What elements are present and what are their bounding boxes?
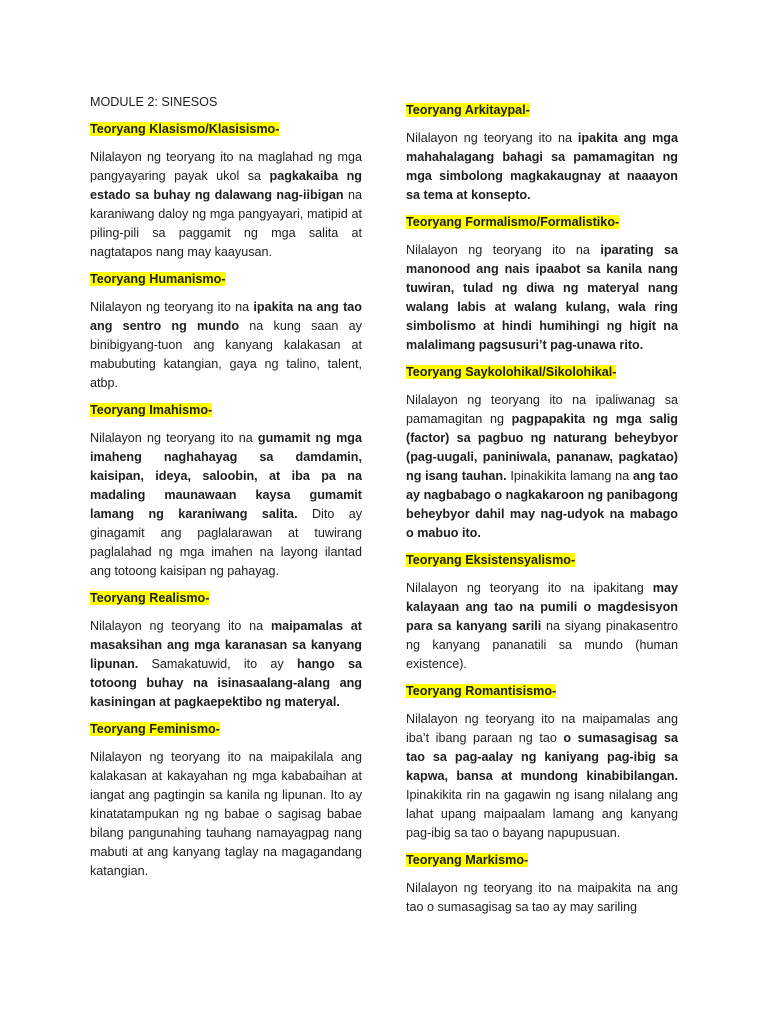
- section-heading: [406, 851, 678, 870]
- emphasis-text: ang tao ay nagbabago o nagkakaroon ng panibagong beheybyor dahil may nag-udyok na mabago o mabuo ito.: [406, 469, 679, 540]
- theory-section: [90, 589, 362, 712]
- emphasis-text: ipakita na ang tao ang sentro ng mundo: [90, 300, 362, 333]
- theory-section: [406, 213, 678, 355]
- theory-section: [406, 363, 678, 543]
- section-body: [90, 429, 362, 581]
- section-heading-text: Teoryang Romantisismo-: [406, 684, 557, 698]
- emphasis-text: pagpapakita ng mga salig (factor) sa pagbuo ng naturang beheybyor (pag-uugali, paniniwala, pananaw, pagkatao) ng isang tauhan.: [406, 412, 678, 483]
- section-body: [90, 148, 362, 262]
- section-body: [406, 579, 678, 674]
- body-text: Nilalayon ng teoryang ito na: [406, 243, 601, 257]
- body-text: Nilalayon ng teoryang ito na: [90, 431, 258, 445]
- section-heading: [90, 401, 362, 420]
- section-body: [406, 710, 678, 843]
- section-body: [406, 129, 678, 205]
- section-heading: [406, 101, 678, 120]
- body-text: Dito ay ginagamit ang paglalarawan at tuwirang paglalahad ng mga imahen na layong ilantad ang totoong kaisipan ng pahayag.: [90, 507, 363, 578]
- emphasis-text: gumamit ng mga imaheng naghahayag sa damdamin, kaisipan, ideya, saloobin, at iba pa na madaling maunawaan kaysa gumamit lamang ng karaniwang salita.: [90, 431, 362, 521]
- right-column: [406, 93, 678, 925]
- body-text: na kung saan ay binibigyang-tuon ang kanyang kalakasan at mabubuting katangian, gaya ng talino, talent, atbp.: [90, 319, 362, 390]
- body-text: Ipinakikita rin na gagawin ng isang nilalang ang lahat upang maipaalam lamang ang kanyang pag-ibig sa tao o bayang napupusuan.: [406, 788, 678, 840]
- section-heading-text: Teoryang Feminismo-: [90, 722, 220, 736]
- section-heading-text: Teoryang Arkitaypal-: [406, 103, 530, 117]
- section-heading: [406, 682, 678, 701]
- section-heading-text: Teoryang Humanismo-: [90, 272, 226, 286]
- section-heading: [90, 270, 362, 289]
- body-text: Nilalayon ng teoryang ito na: [90, 300, 254, 314]
- emphasis-text: ipakita ang mga mahahalagang bahagi sa pamamagitan ng mga simbolong magkakaugnay at naaayon sa tema at konsepto.: [406, 131, 678, 202]
- body-text: Samakatuwid, ito ay: [138, 657, 297, 671]
- theory-section: [90, 720, 362, 881]
- body-text: na siyang pinakasentro ng kanyang pananatili sa mundo (human existence).: [406, 619, 678, 671]
- body-text: Nilalayon ng teoryang ito na maipakita na ang tao o sumasagisag sa tao ay may sariling: [406, 881, 678, 914]
- section-heading-text: Teoryang Imahismo-: [90, 403, 213, 417]
- section-heading: [90, 589, 362, 608]
- section-body: [90, 617, 362, 712]
- section-body: [406, 879, 678, 917]
- emphasis-text: o sumasagisag sa tao sa pag-aalay ng kaniyang pag-ibig sa kapwa, bansa at mundong kinabibilangan.: [406, 731, 678, 783]
- section-body: [406, 241, 678, 355]
- body-text: Nilalayon ng teoryang ito na ipakitang: [406, 581, 653, 595]
- section-heading: [90, 120, 362, 139]
- section-body: [90, 748, 362, 881]
- section-heading: [406, 213, 678, 232]
- theory-section: [406, 101, 678, 205]
- module-title: MODULE 2: SINESOS: [90, 95, 218, 109]
- theory-section: [406, 551, 678, 674]
- theory-section: [406, 851, 678, 917]
- emphasis-text: hango sa totoong buhay na isinasaalang-alang ang kasiningan at pagkaepektibo ng materyal.: [90, 657, 362, 709]
- section-heading-text: Teoryang Klasismo/Klasisismo-: [90, 122, 280, 136]
- section-heading-text: Teoryang Eksistensyalismo-: [406, 553, 576, 567]
- body-text: Nilalayon ng teoryang ito na maipakilala ang kalakasan at kakayahan ng mga kababaihan at iangat ang pagtingin sa kanila ng lipunan. Ito ay kinatatampukan ng ng babae o sagisag babae bilang pangunahing tauhang namayagpag nang mabuti at ang kanyang taglay na magagandang katangian.: [90, 750, 362, 878]
- section-heading-text: Teoryang Formalismo/Formalistiko-: [406, 215, 620, 229]
- emphasis-text: pagkakaiba ng estado sa buhay ng dalawang nag-iibigan: [90, 169, 362, 202]
- theory-section: [406, 682, 678, 843]
- section-heading: [90, 720, 362, 739]
- theory-section: [90, 270, 362, 393]
- body-text: Nilalayon ng teoryang ito na: [90, 619, 271, 633]
- emphasis-text: iparating sa manonood ang nais ipaabot sa kanila nang tuwiran, tulad ng diwa ng materyal nang walang labis at walang kulang, wala ring simbolismo at hindi humihingi ng higit na malalimang pagsusuri’t pag-unawa rito.: [406, 243, 679, 352]
- body-text: Nilalayon ng teoryang ito na ipaliwanag sa pamamagitan ng: [406, 393, 678, 426]
- section-body: [406, 391, 678, 543]
- theory-section: [90, 401, 362, 581]
- body-text: Nilalayon ng teoryang ito na: [406, 131, 578, 145]
- section-heading-text: Teoryang Saykolohikal/Sikolohikal-: [406, 365, 617, 379]
- left-column: [90, 93, 362, 889]
- emphasis-text: may kalayaan ang tao na pumili o magdesisyon para sa kanyang sarili: [406, 581, 678, 633]
- section-heading: [406, 551, 678, 570]
- section-heading: [406, 363, 678, 382]
- body-text: Ipinakikita lamang na: [506, 469, 633, 483]
- section-body: [90, 298, 362, 393]
- body-text: Nilalayon ng teoryang ito na maglahad ng mga pangyayaring payak ukol sa: [90, 150, 362, 183]
- emphasis-text: maipamalas at masaksihan ang mga karanasan sa kanyang lipunan.: [90, 619, 363, 671]
- section-heading-text: Teoryang Realismo-: [90, 591, 210, 605]
- body-text: na karaniwang daloy ng mga pangyayari, matipid at piling-pili sa paggamit ng mga salita at nagtatapos nang may kaayusan.: [90, 188, 362, 259]
- theory-section: [90, 120, 362, 262]
- body-text: Nilalayon ng teoryang ito na maipamalas ang iba’t ibang paraan ng tao: [406, 712, 678, 745]
- section-heading-text: Teoryang Markismo-: [406, 853, 529, 867]
